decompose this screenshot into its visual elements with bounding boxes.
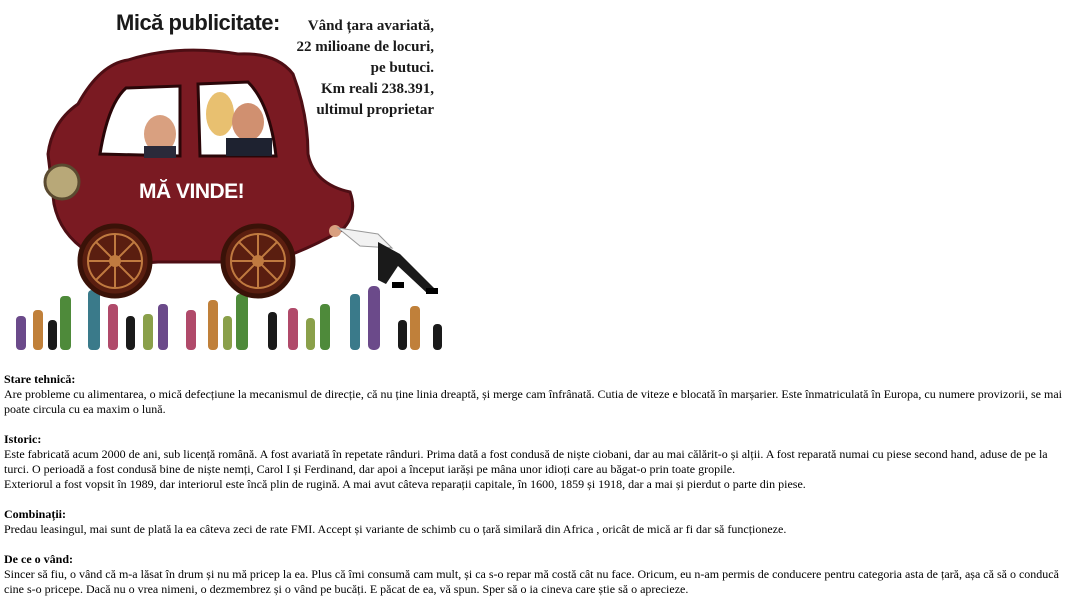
section-de-ce-o-vand	[4, 552, 1064, 597]
raised-hands	[16, 286, 442, 350]
car-slogan: MĂ VINDE!	[139, 180, 245, 203]
section-paragraph: Predau leasingul, mai sunt de plată la ea câteva zeci de rate FMI. Accept și variante de schimb cu o țară similară din Africa , oricât de mică ar fi dar să funcționeze.	[4, 522, 787, 536]
section-title: Stare tehnică:	[4, 372, 76, 386]
headlamp	[45, 165, 79, 199]
ad-line: Km reali 238.391,	[320, 81, 434, 97]
poster-image	[8, 4, 448, 352]
section-paragraph: Are probleme cu alimentarea, o mică defecțiune la mecanismul de direcție, că nu ține linia dreaptă, și merge cam înfrânată. Cutia de viteze e blocată în marșarier. Este înmatriculată în Europa, cu numere provizorii, se mai poate circula cu ea maxim o lună.	[4, 387, 1062, 416]
wheel-front	[80, 226, 150, 296]
ad-text-block	[244, 16, 434, 121]
article-body	[4, 372, 1064, 612]
section-paragraph: Exteriorul a fost vopsit în 1989, dar interiorul este încă plin de rugină. A mai avut câteva reparații capitale, în 1600, 1859 și 1918, dar a mai și pierdut o parte din piese.	[4, 477, 806, 491]
ad-line: ultimul proprietar	[316, 102, 434, 118]
section-paragraph: Sincer să fiu, o vând că m-a lăsat în drum și nu mă pricep la ea. Plus că îmi consumă cam mult, și ca s-o repar mă costă cât nu face. Oricum, eu n-am permis de conducere pentru categoria asta de țară, așa că să o conducă cine s-o pricepe. Dacă nu o vrea nimeni, o dezmembrez și o vând pe bucăți. E păcat de ea, vă spun. Sper să o ia cineva care știe să o aprecieze.	[4, 567, 1059, 596]
poster-headline: Mică publicitate:	[116, 10, 280, 35]
ad-line: pe butuci.	[370, 60, 434, 76]
section-paragraph: Este fabricată acum 2000 de ani, sub licență română. A fost avariată în repetate rânduri. Prima dată a fost condusă de niște ciobani, dar au mai călărit-o și alții. A fost reparată numai cu piese second hand, aduse de pe la turci. O perioadă a fost condusă bine de niște nemți, Carol I și Ferdinand, dar apoi a început iarăși pe mâna unor idioți care au băgat-o prin toate gropile.	[4, 447, 1048, 476]
section-stare-tehnica	[4, 372, 1064, 417]
ad-line: Vând țara avariată,	[307, 18, 434, 34]
man-pushing	[329, 225, 438, 294]
section-title: De ce o vând:	[4, 552, 73, 566]
section-istoric	[4, 432, 1064, 492]
section-combinatii	[4, 507, 1064, 537]
section-title: Istoric:	[4, 432, 42, 446]
section-title: Combinații:	[4, 507, 67, 521]
wheel-rear	[223, 226, 293, 296]
ad-line: 22 milioane de locuri,	[296, 39, 434, 55]
